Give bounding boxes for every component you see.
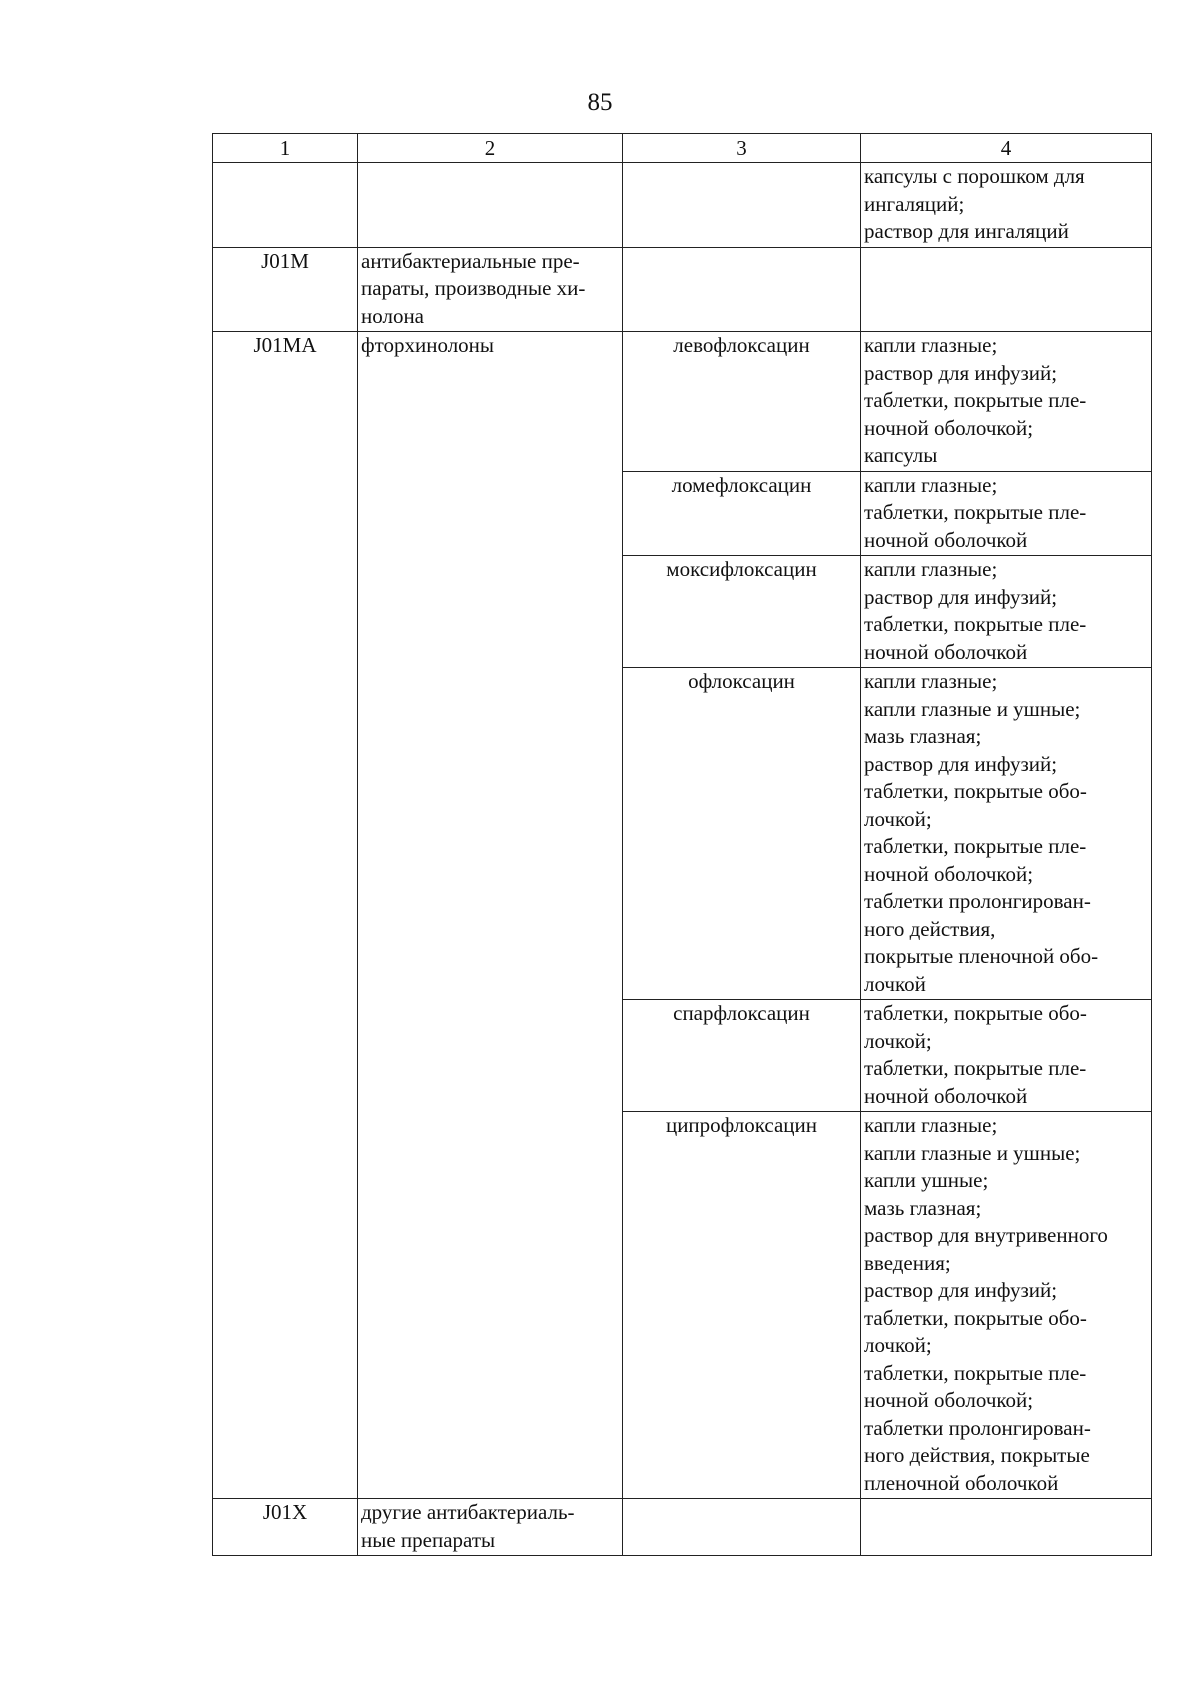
dosage-form-line: ночной оболочкой;: [864, 1388, 1034, 1412]
drug-name-cell: [623, 1499, 861, 1556]
table-row: [213, 332, 1152, 472]
anatomical-group-cell: [358, 247, 623, 332]
dosage-form-line: капли глазные;: [864, 557, 998, 581]
group-line: нолона: [361, 303, 424, 328]
dosage-form-line: капли глазные;: [864, 669, 998, 693]
dosage-form-line: раствор для инфузий;: [864, 360, 1058, 385]
dosage-form-line: раствор для инфузий;: [864, 584, 1058, 609]
dosage-form-line: раствор для ингаляций: [864, 219, 1069, 243]
group-line: антибактериальные пре-: [361, 248, 580, 273]
dosage-form-line: пленочной оболочкой: [864, 1470, 1059, 1495]
drug-name-cell: левофлоксацин: [623, 332, 861, 472]
dosage-form-line: лочкой;: [864, 1333, 932, 1357]
dosage-forms-cell: [861, 1000, 1152, 1112]
anatomical-group-cell: [358, 163, 623, 248]
dosage-form-line: таблетки, покрытые пле-: [864, 1360, 1087, 1385]
dosage-form-line: ночной оболочкой: [864, 527, 1028, 552]
dosage-form-line: покрытые пленочной обо-: [864, 944, 1099, 968]
dosage-forms-cell: [861, 556, 1152, 668]
drug-name-cell: офлоксацин: [623, 668, 861, 1000]
header-cell-2: 2: [358, 134, 623, 163]
atc-code-cell: J01MA: [213, 332, 358, 1499]
table-row: [213, 163, 1152, 248]
drug-name-cell: [623, 163, 861, 248]
atc-code-cell: J01X: [213, 1499, 358, 1556]
dosage-form-line: раствор для инфузий;: [864, 1278, 1058, 1302]
dosage-form-line: таблетки, покрытые обо-: [864, 1305, 1087, 1330]
dosage-form-line: ночной оболочкой;: [864, 861, 1034, 886]
dosage-form-line: ночной оболочкой;: [864, 415, 1034, 440]
group-line: фторхинолоны: [361, 333, 495, 357]
dosage-form-line: мазь глазная;: [864, 724, 982, 748]
dosage-form-line: капли глазные;: [864, 472, 998, 497]
dosage-form-line: капли глазные;: [864, 333, 998, 357]
dosage-form-line: капли ушные;: [864, 1168, 989, 1192]
page-number: 85: [587, 89, 613, 116]
dosage-form-line: ингаляций;: [864, 191, 965, 216]
dosage-forms-cell: [861, 163, 1152, 248]
dosage-form-line: лочкой: [864, 971, 926, 996]
dosage-form-line: таблетки пролонгирован-: [864, 889, 1091, 913]
anatomical-group-cell: [358, 1499, 623, 1556]
header-cell-3: 3: [623, 134, 861, 163]
dosage-form-line: таблетки, покрытые пле-: [864, 834, 1087, 858]
drug-name-cell: спарфлоксацин: [623, 1000, 861, 1112]
anatomical-group-cell: [358, 332, 623, 1499]
dosage-form-line: таблетки пролонгирован-: [864, 1415, 1091, 1440]
dosage-form-line: лочкой;: [864, 806, 932, 831]
group-line: ные препараты: [361, 1527, 496, 1552]
drug-name-cell: ципрофлоксацин: [623, 1112, 861, 1499]
atc-code-cell: J01M: [213, 247, 358, 332]
dosage-form-line: таблетки, покрытые обо-: [864, 1001, 1087, 1025]
group-line: параты, производные хи-: [361, 276, 586, 300]
dosage-form-line: таблетки, покрытые пле-: [864, 500, 1087, 524]
dosage-form-line: раствор для внутривенного: [864, 1223, 1108, 1247]
dosage-form-line: ного действия, покрытые: [864, 1443, 1090, 1467]
dosage-form-line: капсулы с порошком для: [864, 164, 1085, 188]
dosage-forms-cell: [861, 332, 1152, 472]
dosage-form-line: капли глазные;: [864, 1113, 998, 1137]
drug-table: [212, 133, 1152, 1556]
atc-code-cell: [213, 163, 358, 248]
dosage-form-line: ного действия,: [864, 916, 996, 941]
table-row: [213, 247, 1152, 332]
header-cell-4: 4: [861, 134, 1152, 163]
header-cell-1: 1: [213, 134, 358, 163]
dosage-forms-cell: [861, 1499, 1152, 1556]
dosage-forms-cell: [861, 471, 1152, 556]
dosage-form-line: ночной оболочкой: [864, 1083, 1028, 1108]
dosage-form-line: раствор для инфузий;: [864, 751, 1058, 776]
dosage-form-line: лочкой;: [864, 1028, 932, 1053]
dosage-forms-cell: [861, 1112, 1152, 1499]
table-row: [213, 1499, 1152, 1556]
dosage-form-line: таблетки, покрытые пле-: [864, 388, 1087, 412]
drug-name-cell: [623, 247, 861, 332]
dosage-form-line: введения;: [864, 1250, 951, 1275]
group-line: другие антибактериаль-: [361, 1500, 575, 1524]
dosage-form-line: мазь глазная;: [864, 1195, 982, 1220]
dosage-forms-cell: [861, 668, 1152, 1000]
drug-name-cell: ломефлоксацин: [623, 471, 861, 556]
dosage-form-line: таблетки, покрытые пле-: [864, 1056, 1087, 1080]
dosage-form-line: ночной оболочкой: [864, 639, 1028, 664]
drug-name-cell: моксифлоксацин: [623, 556, 861, 668]
dosage-form-line: капсулы: [864, 443, 938, 467]
dosage-form-line: капли глазные и ушные;: [864, 1140, 1081, 1165]
dosage-form-line: капли глазные и ушные;: [864, 696, 1081, 721]
dosage-form-line: таблетки, покрытые пле-: [864, 612, 1087, 636]
table-header-row: [213, 134, 1152, 163]
dosage-form-line: таблетки, покрытые обо-: [864, 779, 1087, 803]
dosage-forms-cell: [861, 247, 1152, 332]
